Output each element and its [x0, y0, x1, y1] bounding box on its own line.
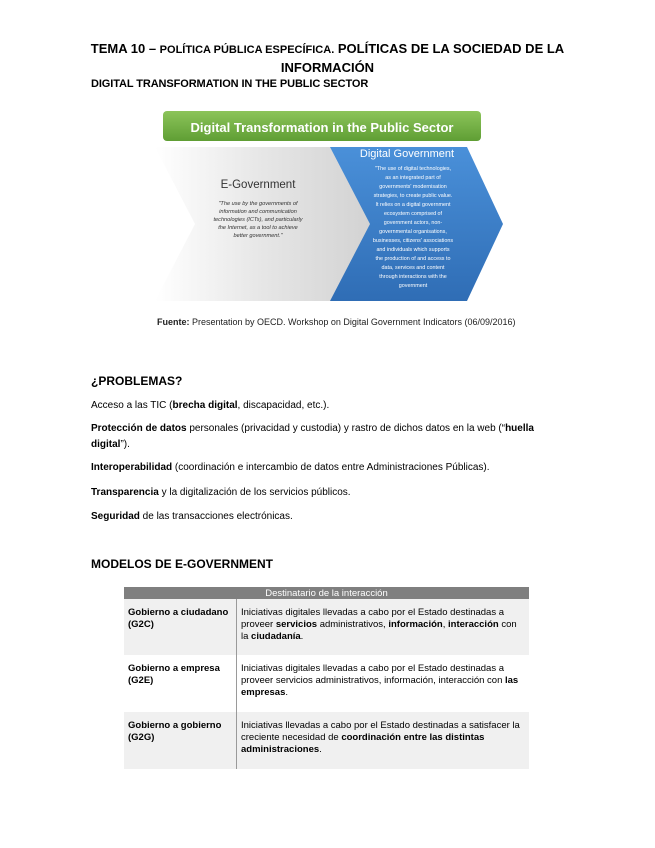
- diagram-text-line: technologies (ICTs), and particularly: [213, 217, 303, 223]
- row-description: [237, 712, 530, 769]
- diagram-text-line: better government.": [233, 233, 283, 239]
- desc-bold: interacción: [448, 619, 499, 630]
- problem-text: personales (privacidad y custodia) y rastro de dichos datos en la web (“: [186, 423, 506, 434]
- desc-text: Iniciativas digitales llevadas a cabo por el Estado destinadas a proveer: [241, 607, 504, 630]
- desc-bold: servicios: [275, 619, 318, 630]
- diagram-text-line: government actors, non-: [383, 220, 443, 226]
- diagram-text-line: and individuals which supports: [376, 247, 450, 253]
- document-title: [70, 40, 585, 76]
- models-table: [124, 587, 529, 769]
- desc-text: .: [285, 687, 289, 698]
- desc-bold: ciudadanía: [251, 631, 301, 642]
- problems-heading: ¿PROBLEMAS?: [91, 374, 183, 388]
- problem-bold: brecha digital: [172, 400, 238, 411]
- diagram-text-line: the Internet, as a tool to achieve: [218, 225, 298, 231]
- section-subtitle: DIGITAL TRANSFORMATION IN THE PUBLIC SECTOR: [91, 78, 369, 90]
- problem-item: [91, 460, 571, 476]
- desc-bold: las empresas: [241, 675, 519, 698]
- row-key: Gobierno a empresa (G2E): [124, 655, 237, 712]
- caption-text: Presentation by OECD. Workshop on Digital Government Indicators (06/09/2016): [189, 317, 516, 327]
- diagram-text-line: strategies, to create public value.: [373, 193, 453, 199]
- title-part2: POLÍTICA PÚBLICA ESPECÍFICA.: [159, 44, 335, 56]
- desc-text: ,: [442, 619, 448, 630]
- desc-text: .: [319, 744, 322, 755]
- desc-text: Iniciativas digitales llevadas a cabo por el Estado destinadas a proveer servicios administrativos, información, interacción con: [241, 663, 505, 686]
- diagram-text-line: ecosystem comprised of: [383, 211, 443, 217]
- problem-bold: Transparencia: [91, 487, 159, 498]
- problem-bold: huella digital: [91, 423, 534, 450]
- row-description: [237, 599, 530, 655]
- title-part3: POLÍTICAS DE LA SOCIEDAD DE LA INFORMACIÓN: [280, 41, 565, 75]
- desc-bold: información: [388, 619, 443, 630]
- dgov-title: Digital Government: [359, 148, 455, 160]
- table-row: [124, 655, 529, 712]
- table-row: [124, 599, 529, 655]
- diagram-text-line: data, services and content: [381, 265, 445, 271]
- problem-item: [91, 485, 571, 501]
- desc-text: con la: [241, 619, 517, 642]
- diagram-banner-text: Digital Transformation in the Public Sector: [190, 120, 454, 135]
- egov-title: E-Government: [220, 179, 296, 191]
- problem-bold: Protección de datos: [91, 423, 187, 434]
- caption-label: Fuente:: [157, 317, 190, 327]
- diagram-text-line: governmental organisations,: [379, 229, 447, 235]
- problem-text: , discapacidad, etc.).: [237, 400, 330, 411]
- diagram-text-line: as an integrated part of: [385, 175, 441, 181]
- diagram-text-line: It relies on a digital government: [375, 202, 451, 208]
- table-header: Destinatario de la interacción: [124, 587, 529, 599]
- problem-text: de las transacciones electrónicas.: [139, 511, 293, 522]
- row-description: [237, 655, 530, 712]
- problem-item: [91, 398, 571, 414]
- problem-text: Acceso a las TIC (: [91, 400, 173, 411]
- diagram-text-line: government: [398, 283, 428, 289]
- row-key: Gobierno a gobierno (G2G): [124, 712, 237, 769]
- problem-text: (coordinación e intercambio de datos entre Administraciones Públicas).: [172, 462, 490, 473]
- diagram-text-line: businesses, citizens' associations: [372, 238, 454, 244]
- figure-caption: [157, 317, 516, 327]
- desc-text: administrativos,: [317, 619, 389, 630]
- title-part1: TEMA 10 –: [90, 41, 160, 56]
- table-row: [124, 712, 529, 769]
- diagram-text-line: through interactions with the: [379, 274, 447, 280]
- problem-text: y la digitalización de los servicios públicos.: [158, 487, 351, 498]
- desc-text: .: [300, 631, 304, 642]
- diagram-text-line: "The use of digital technologies,: [374, 166, 452, 172]
- row-key: Gobierno a ciudadano (G2C): [124, 599, 237, 655]
- diagram-text-line: the production of and access to: [375, 256, 451, 262]
- diagram-text-line: "The use by the governments of: [218, 201, 298, 207]
- problem-item: [91, 421, 571, 453]
- problem-bold: Seguridad: [91, 511, 140, 522]
- problem-text: ”).: [120, 439, 130, 450]
- problem-item: [91, 509, 571, 525]
- desc-text: Iniciativas llevadas a cabo por el Estado destinadas a satisfacer la creciente necesidad de: [241, 720, 520, 743]
- problem-bold: Interoperabilidad: [91, 462, 173, 473]
- digital-transformation-diagram: [155, 107, 505, 307]
- diagram-text-line: governments' modernisation: [379, 184, 447, 190]
- desc-bold: coordinación entre las distintas administraciones: [241, 732, 485, 755]
- models-heading: MODELOS DE E-GOVERNMENT: [91, 557, 274, 571]
- diagram-text-line: information and communication: [219, 209, 297, 215]
